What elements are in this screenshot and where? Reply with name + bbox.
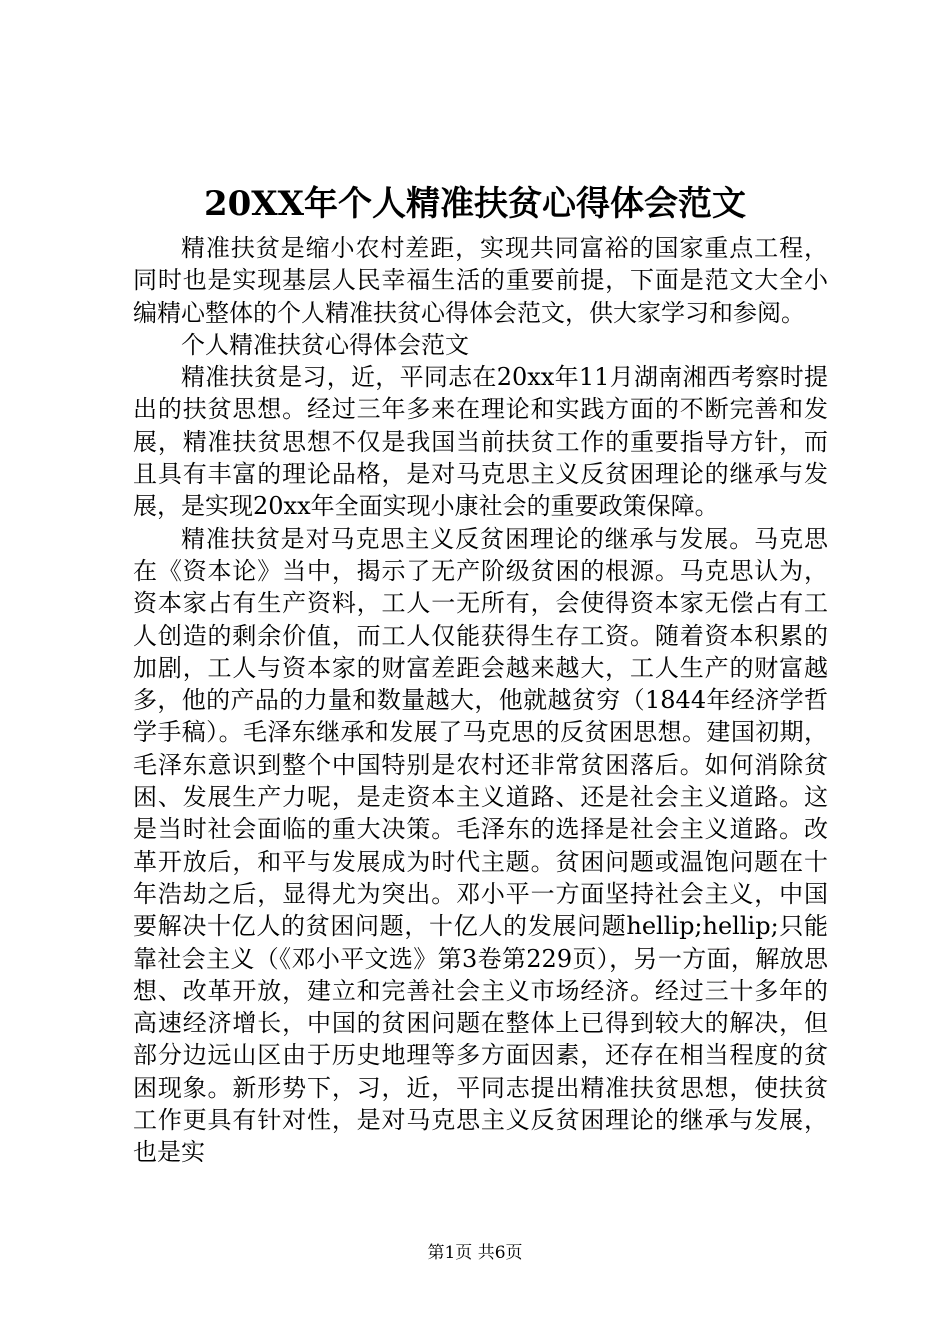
paragraph-intro: 精准扶贫是缩小农村差距，实现共同富裕的国家重点工程，同时也是实现基层人民幸福生活的重要前提，下面是范文大全小编精心整体的个人精准扶贫心得体会范文，供大家学习和参阅。 <box>133 234 828 327</box>
paragraph-theory: 精准扶贫是对马克思主义反贫困理论的继承与发展。马克思在《资本论》当中，揭示了无产阶级贫困的根源。马克思认为，资本家占有生产资料，工人一无所有，会使得资本家无偿占有工人创造的剩余价值，而工人仅能获得生存工资。随着资本积累的加剧，工人与资本家的财富差距会越来越大，工人生产的财富越多，他的产品的力量和数量越大，他就越贫穷（1844年经济学哲学手稿）。毛泽东继承和发展了马克思的反贫困思想。建国初期，毛泽东意识到整个中国特别是农村还非常贫困落后。如何消除贫困、发展生产力呢，是走资本主义道路、还是社会主义道路。这是当时社会面临的重大决策。毛泽东的选择是社会主义道路。改革开放后，和平与发展成为时代主题。贫困问题或温饱问题在十年浩劫之后，显得尤为突出。邓小平一方面坚持社会主义，中国要解决十亿人的贫困问题，十亿人的发展问题hellip;hellip;只能靠社会主义（《邓小平文选》第3卷第229页），另一方面，解放思想、改革开放，建立和完善社会主义市场经济。经过三十多年的高速经济增长，中国的贫困问题在整体上已得到较大的解决，但部分边远山区由于历史地理等多方面因素，还存在相当程度的贫困现象。新形势下，习，近，平同志提出精准扶贫思想，使扶贫工作更具有针对性，是对马克思主义反贫困理论的继承与发展，也是实 <box>133 524 828 1167</box>
paragraph-subheading: 个人精准扶贫心得体会范文 <box>181 330 469 359</box>
paragraph-origin: 精准扶贫是习，近，平同志在20xx年11月湖南湘西考察时提出的扶贫思想。经过三年多来在理论和实践方面的不断完善和发展，精准扶贫思想不仅是我国当前扶贫工作的重要指导方针，而且具有丰富的理论品格，是对马克思主义反贫困理论的继承与发展，是实现20xx年全面实现小康社会的重要政策保障。 <box>133 363 828 521</box>
document-title: 20XX年个人精准扶贫心得体会范文 <box>203 184 747 224</box>
page-number-footer: 第1页 共6页 <box>427 1243 523 1263</box>
document-body <box>133 232 828 1169</box>
